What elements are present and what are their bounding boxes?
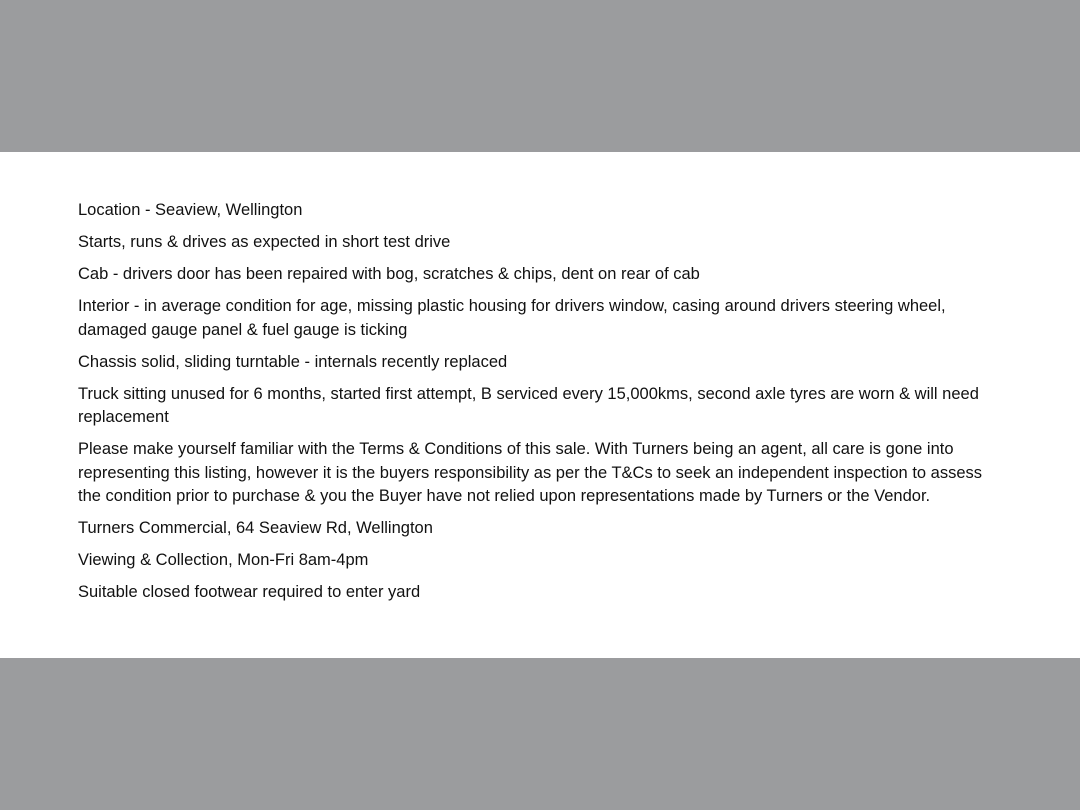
address-line: Turners Commercial, 64 Seaview Rd, Wellington xyxy=(78,519,433,537)
location-line: Location - Seaview, Wellington xyxy=(78,201,303,219)
interior-condition-line: Interior - in average condition for age, missing plastic housing for drivers window, casing around drivers steering wheel, damaged gauge panel & fuel gauge is ticking xyxy=(78,297,946,339)
footwear-notice: Suitable closed footwear required to enter yard xyxy=(78,583,421,601)
terms-disclaimer: Please make yourself familiar with the Terms & Conditions of this sale. With Turners being an agent, all care is gone into representing this listing, however it is the buyers responsibility as per the T&Cs to seek an independent inspection to assess the condition prior to purchase & you the Buyer have not relied upon representations made by Turners or the Vendor. xyxy=(78,440,983,505)
viewing-hours-line: Viewing & Collection, Mon-Fri 8am-4pm xyxy=(78,551,369,569)
drive-line: Starts, runs & drives as expected in short test drive xyxy=(78,233,451,251)
listing-details xyxy=(78,199,1008,613)
chassis-line: Chassis solid, sliding turntable - internals recently replaced xyxy=(78,352,508,371)
service-history-line: Truck sitting unused for 6 months, started first attempt, B serviced every 15,000kms, second axle tyres are worn & will need replacement xyxy=(78,384,979,426)
cab-condition-line: Cab - drivers door has been repaired with bog, scratches & chips, dent on rear of cab xyxy=(78,265,700,283)
